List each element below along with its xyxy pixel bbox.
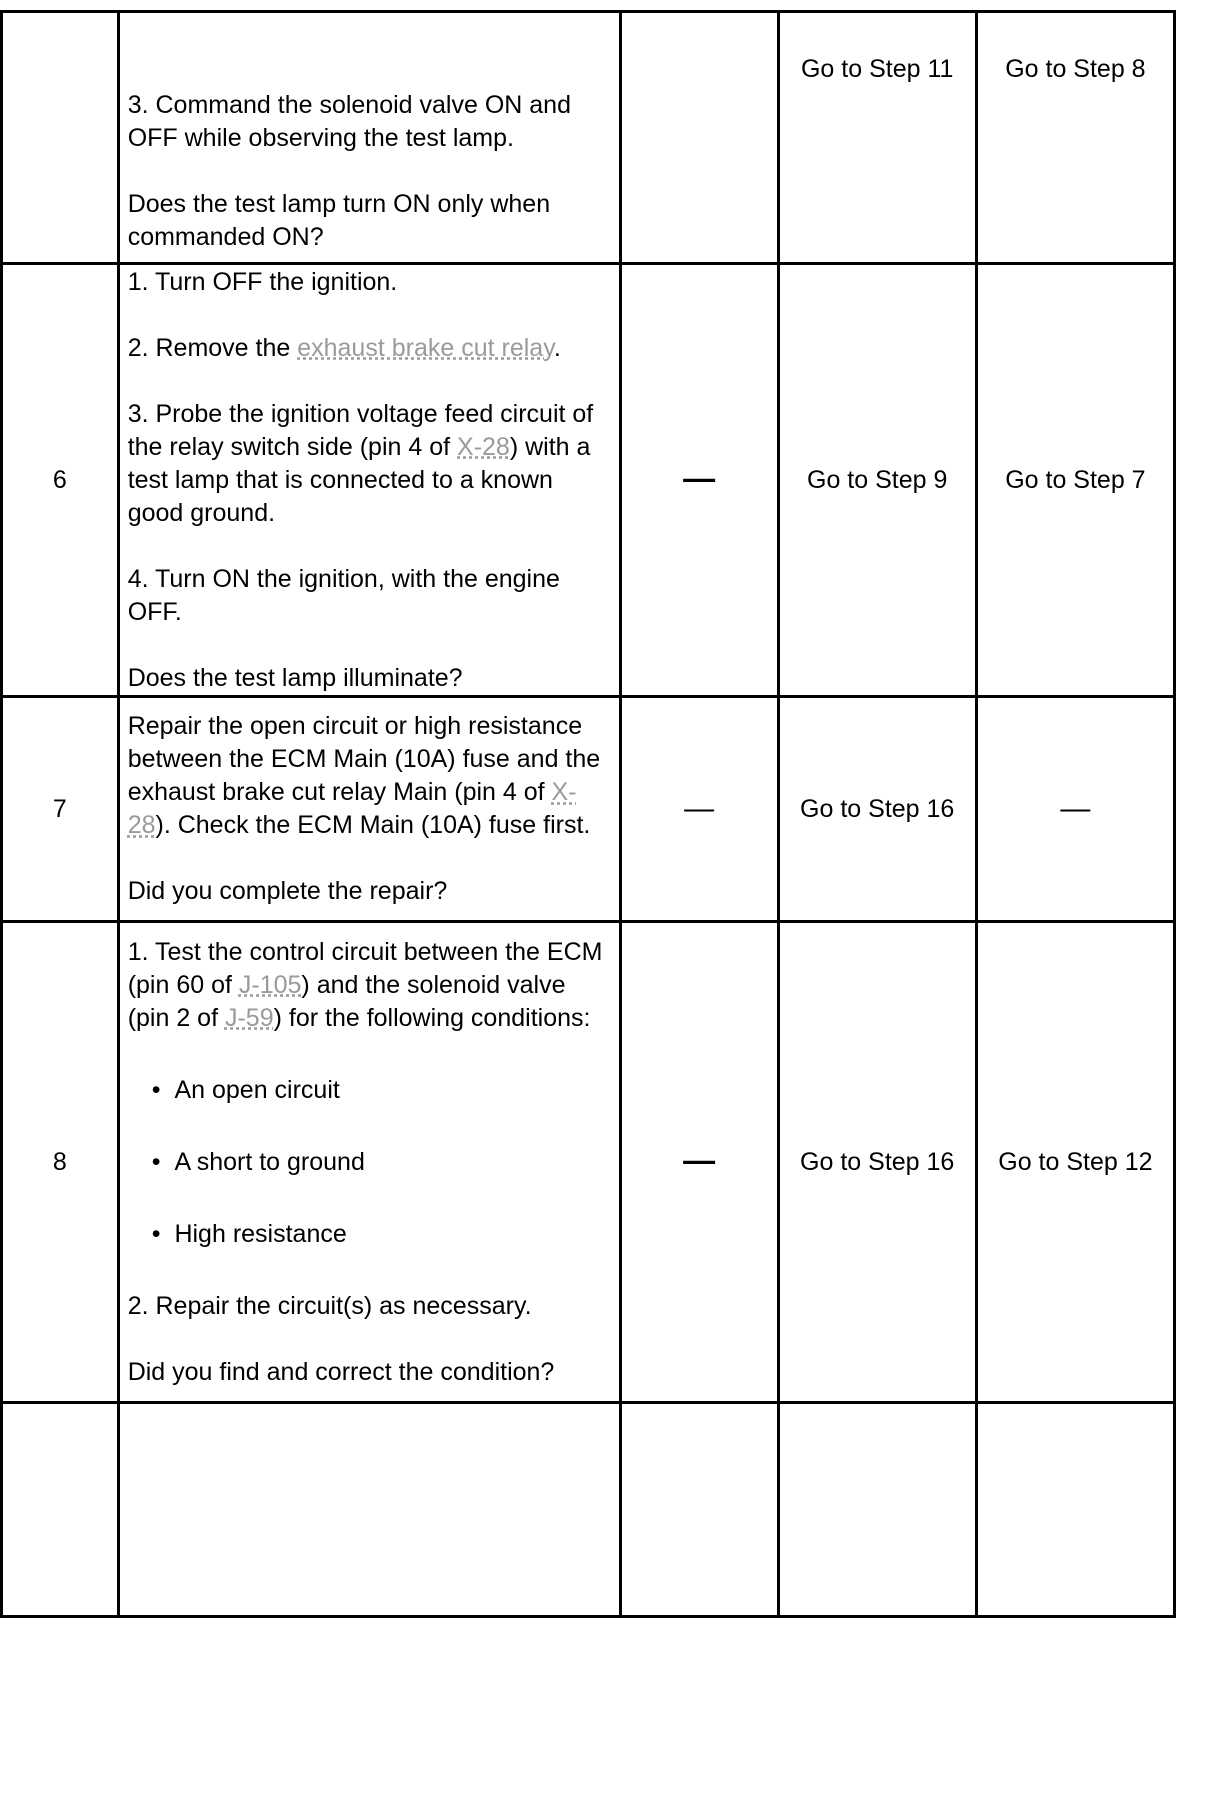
table-row — [2, 922, 1175, 1403]
connector-x28-link[interactable]: X-28 — [457, 432, 510, 461]
connector-x28-link[interactable]: X-28 — [127, 778, 577, 839]
list-item: • High resistance — [152, 1218, 611, 1251]
yes-result — [778, 1403, 976, 1617]
no-result: Go to Step 12 — [976, 922, 1174, 1403]
action-text: 3. Command the solenoid valve ON and OFF while observing the test lamp. — [127, 91, 571, 152]
question-text: Did you complete the repair? — [127, 877, 448, 905]
action-cell — [118, 12, 620, 264]
value-dash: — — [684, 791, 715, 825]
action-text — [128, 332, 611, 365]
action-text-part: . — [553, 333, 561, 362]
action-text: 1. Turn OFF the ignition. — [127, 267, 398, 296]
condition-list — [128, 1074, 611, 1251]
action-text-part: ). Check the ECM Main (10A) fuse first. — [155, 811, 591, 839]
connector-j59-link[interactable]: J-59 — [224, 1003, 274, 1032]
question-text: Does the test lamp illuminate? — [127, 663, 463, 692]
table-row — [2, 264, 1175, 697]
step-number: 7 — [2, 697, 119, 922]
yes-result: Go to Step 16 — [778, 697, 976, 922]
action-text-part: 3. Probe the ignition voltage feed circuit of the relay switch side (pin 4 of — [127, 399, 594, 461]
value-dash: — — [683, 1142, 716, 1178]
step-number: 8 — [2, 922, 119, 1403]
action-text — [128, 936, 611, 1035]
action-text-part: ) with a test lamp that is connected to a known good ground. — [127, 432, 591, 527]
question-text: Does the test lamp turn ON only when commanded ON? — [127, 190, 551, 251]
action-text: 2. Repair the circuit(s) as necessary. — [127, 1291, 532, 1320]
connector-j105-link[interactable]: J-105 — [238, 970, 302, 999]
yes-result: Go to Step 11 — [800, 55, 954, 83]
action-text-part: ) for the following conditions: — [273, 1003, 591, 1032]
table-row — [2, 1403, 1175, 1617]
step-number: 6 — [2, 264, 119, 697]
action-text — [128, 398, 611, 530]
action-cell — [118, 922, 620, 1403]
action-text-part: 2. Remove the — [127, 333, 298, 362]
action-text-part: Repair the open circuit or high resistance between the ECM Main (10A) fuse and the exhaust brake cut relay Main (pin 4 of — [127, 712, 601, 806]
no-cell — [976, 697, 1174, 922]
value-cell — [620, 12, 778, 264]
question-text: Did you find and correct the condition? — [127, 1357, 555, 1386]
value-cell — [620, 1403, 778, 1617]
action-cell — [118, 264, 620, 697]
value-cell — [620, 922, 778, 1403]
yes-result: Go to Step 16 — [778, 922, 976, 1403]
no-cell — [976, 12, 1174, 264]
no-result: — — [1060, 791, 1091, 825]
action-text-part: 1. Test the control circuit between the ECM (pin 60 of — [127, 937, 603, 999]
value-cell — [620, 697, 778, 922]
diagnostic-steps-table — [0, 10, 1176, 1618]
action-text — [128, 710, 611, 842]
action-text-part: ) and the solenoid valve (pin 2 of — [127, 970, 566, 1032]
value-dash: — — [683, 460, 716, 496]
no-result: Go to Step 7 — [976, 264, 1174, 697]
table-row — [2, 12, 1175, 264]
table-row — [2, 697, 1175, 922]
action-cell — [118, 697, 620, 922]
no-result: Go to Step 8 — [1005, 55, 1146, 83]
value-cell — [620, 264, 778, 697]
yes-result: Go to Step 9 — [778, 264, 976, 697]
yes-cell — [778, 12, 976, 264]
action-text: 4. Turn ON the ignition, with the engine OFF. — [127, 564, 560, 626]
action-cell — [118, 1403, 620, 1617]
list-item: • An open circuit — [152, 1074, 611, 1107]
list-item: • A short to ground — [152, 1146, 611, 1179]
exhaust-brake-cut-relay-link[interactable]: exhaust brake cut relay — [297, 333, 554, 362]
step-number — [2, 1403, 119, 1617]
step-number — [2, 12, 119, 264]
no-result — [976, 1403, 1174, 1617]
